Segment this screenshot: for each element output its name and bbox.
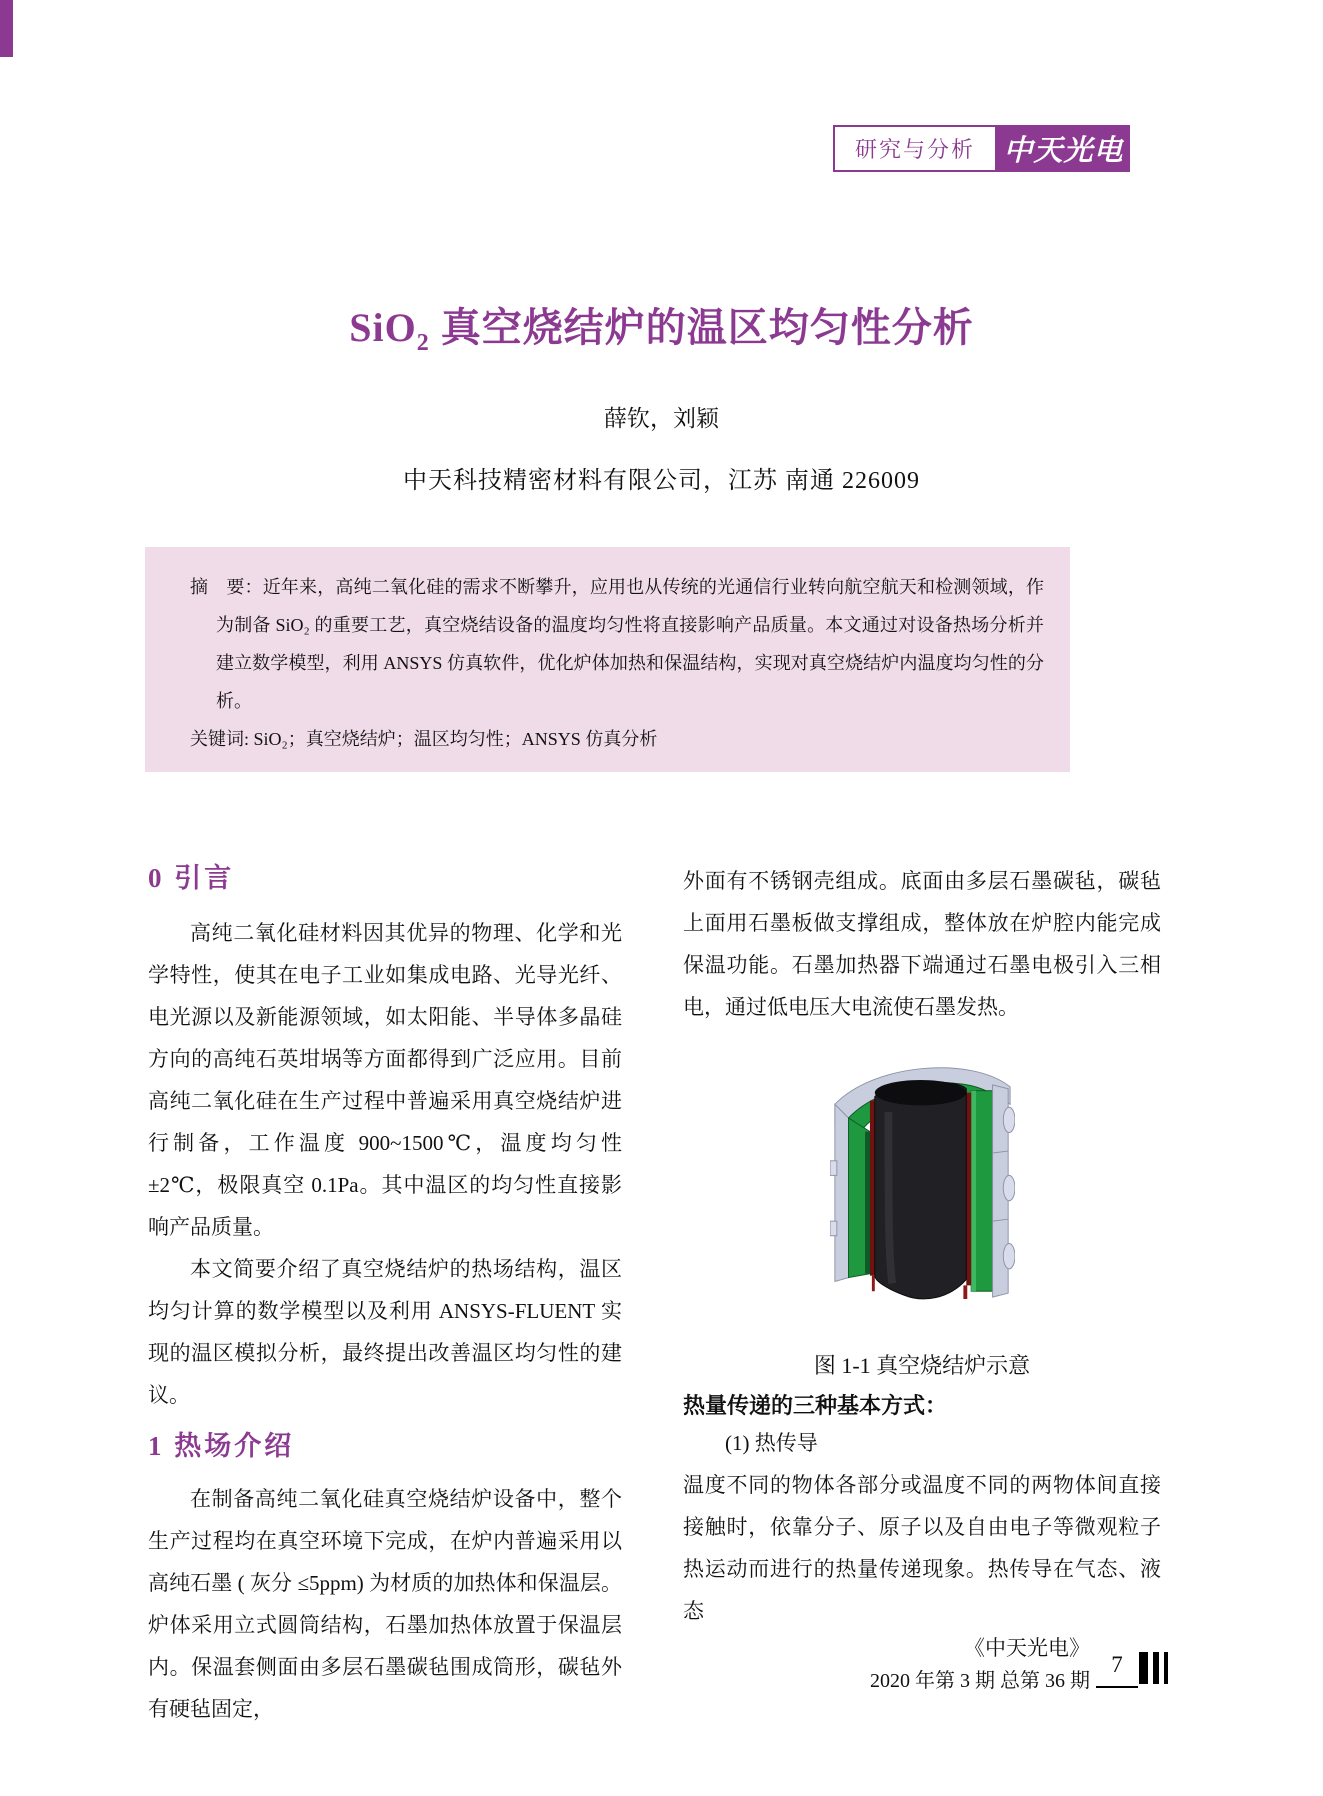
figure-caption: 图 1-1 真空烧结炉示意 [813, 1353, 1031, 1378]
furnace-heater-rod-left [869, 1100, 874, 1275]
abstract-label: 摘 要： [190, 577, 263, 597]
heat-paragraph-1: 温度不同的物体各部分或温度不同的两物体间直接接触时，依靠分子、原子以及自由电子等微观粒子热运动而进行的热量传递现象。热传导在气态、液态 [683, 1473, 1161, 1623]
section-heading-0: 0 引言 [148, 863, 235, 893]
furnace-shell-left [834, 1104, 848, 1281]
furnace-heater-hook [871, 1276, 874, 1292]
furnace-shell-tab [830, 1221, 837, 1236]
furnace-top-opening [874, 1080, 965, 1105]
furnace-cutaway-figure [830, 1044, 1015, 1350]
brand-logo [997, 125, 1130, 172]
article-title [145, 296, 1178, 357]
header-tab-label: 研究与分析 [854, 137, 975, 162]
furnace-shell-tab [830, 1161, 837, 1176]
barcode-bar [1164, 1652, 1168, 1684]
footer-journal-name: 《中天光电》 [964, 1636, 1090, 1660]
furnace-heater-rod-right [966, 1093, 971, 1286]
barcode-bar [1153, 1652, 1159, 1684]
heat-methods-heading: 热量传递的三种基本方式： [683, 1393, 948, 1418]
column-right [683, 860, 1161, 1632]
title-text: 真空烧结炉的温区均匀性分析 [429, 305, 974, 350]
keywords-line [190, 720, 1044, 758]
affiliation: 中天科技精密材料有限公司，江苏 南通 226009 [403, 468, 920, 494]
furnace-heater-hook [963, 1285, 967, 1299]
header-section-tab [833, 125, 997, 172]
furnace-flange [1003, 1244, 1015, 1269]
furnace-flange [1003, 1107, 1015, 1132]
section0-paragraph-1: 高纯二氧化硅材料因其优异的物理、化学和光学特性，使其在电子工业如集成电路、光导光纤、电光源以及新能源领域，如太阳能、半导体多晶硅方向的高纯石英坩埚等方面都得到广泛应用。目前高纯二氧化硅在生产过程中普遍采用真空烧结炉进行制备，工作温度 900~1500℃，温度均匀性 ±2℃，极限真空 0.1Pa。其中温区的均匀性直接影响产品质量。 [148, 921, 622, 1239]
furnace-insulation-right-highlight [971, 1091, 976, 1292]
section-heading-1: 1 热场介绍 [148, 1431, 295, 1461]
brand-logo-text: 中天光电 [1003, 135, 1124, 167]
abstract-text: 近年来，高纯二氧化硅的需求不断攀升，应用也从传统的光通信行业转向航空航天和检测领域，作为制备 SiO₂ 的重要工艺，真空烧结设备的温度均匀性将直接影响产品质量。本文通过对设备热场分析并建立数学模型，利用 ANSYS 仿真软件，优化炉体加热和保温结构，实现对真空烧结炉内温度均匀性的分析。 [216, 577, 1045, 711]
title-formula-subscript: 2 [416, 330, 430, 356]
footer-barcode [1139, 1652, 1168, 1684]
title-formula: SiO [349, 305, 417, 350]
section0-paragraph-2: 本文简要介绍了真空烧结炉的热场结构，温区均匀计算的数学模型以及利用 ANSYS-FLUENT 实现的温区模拟分析，最终提出改善温区均匀性的建议。 [148, 1257, 622, 1407]
page-corner-mark [0, 0, 13, 57]
furnace-flange [1003, 1175, 1015, 1200]
section1-paragraph-1: 在制备高纯二氧化硅真空烧结炉设备中，整个生产过程均在真空环境下完成，在炉内普遍采用以高纯石墨 ( 灰分 ≤5ppm) 为材质的加热体和保温层。炉体采用立式圆筒结构，石墨加热体放置于保温层内。保温套侧面由多层石墨碳毡围成筒形，碳毡外有硬毡固定， [148, 1487, 622, 1721]
furnace-cutaway-drawing [830, 1044, 1015, 1336]
authors: 薛钦，刘颖 [604, 406, 719, 431]
keywords-text: SiO₂；真空烧结炉；温区均匀性；ANSYS 仿真分析 [253, 729, 658, 749]
abstract-box [145, 547, 1070, 772]
section1-paragraph-2: 外面有不锈钢壳组成。底面由多层石墨碳毡，碳毡上面用石墨板做支撑组成，整体放在炉腔内能完成保温功能。石墨加热器下端通过石墨电极引入三相电，通过低电压大电流使石墨发热。 [683, 869, 1161, 1019]
column-left [148, 860, 622, 1730]
barcode-bar [1139, 1652, 1148, 1684]
furnace-core-highlight [888, 1112, 892, 1283]
abstract-paragraph [190, 568, 1044, 720]
heat-method-item-1: (1) 热传导 [725, 1431, 818, 1455]
keywords-label: 关键词: [190, 729, 254, 749]
footer-page-number: 7 [1096, 1652, 1138, 1688]
footer-issue: 2020 年第 3 期 总第 36 期 [870, 1670, 1090, 1692]
furnace-insulation-left-edge [865, 1132, 870, 1274]
